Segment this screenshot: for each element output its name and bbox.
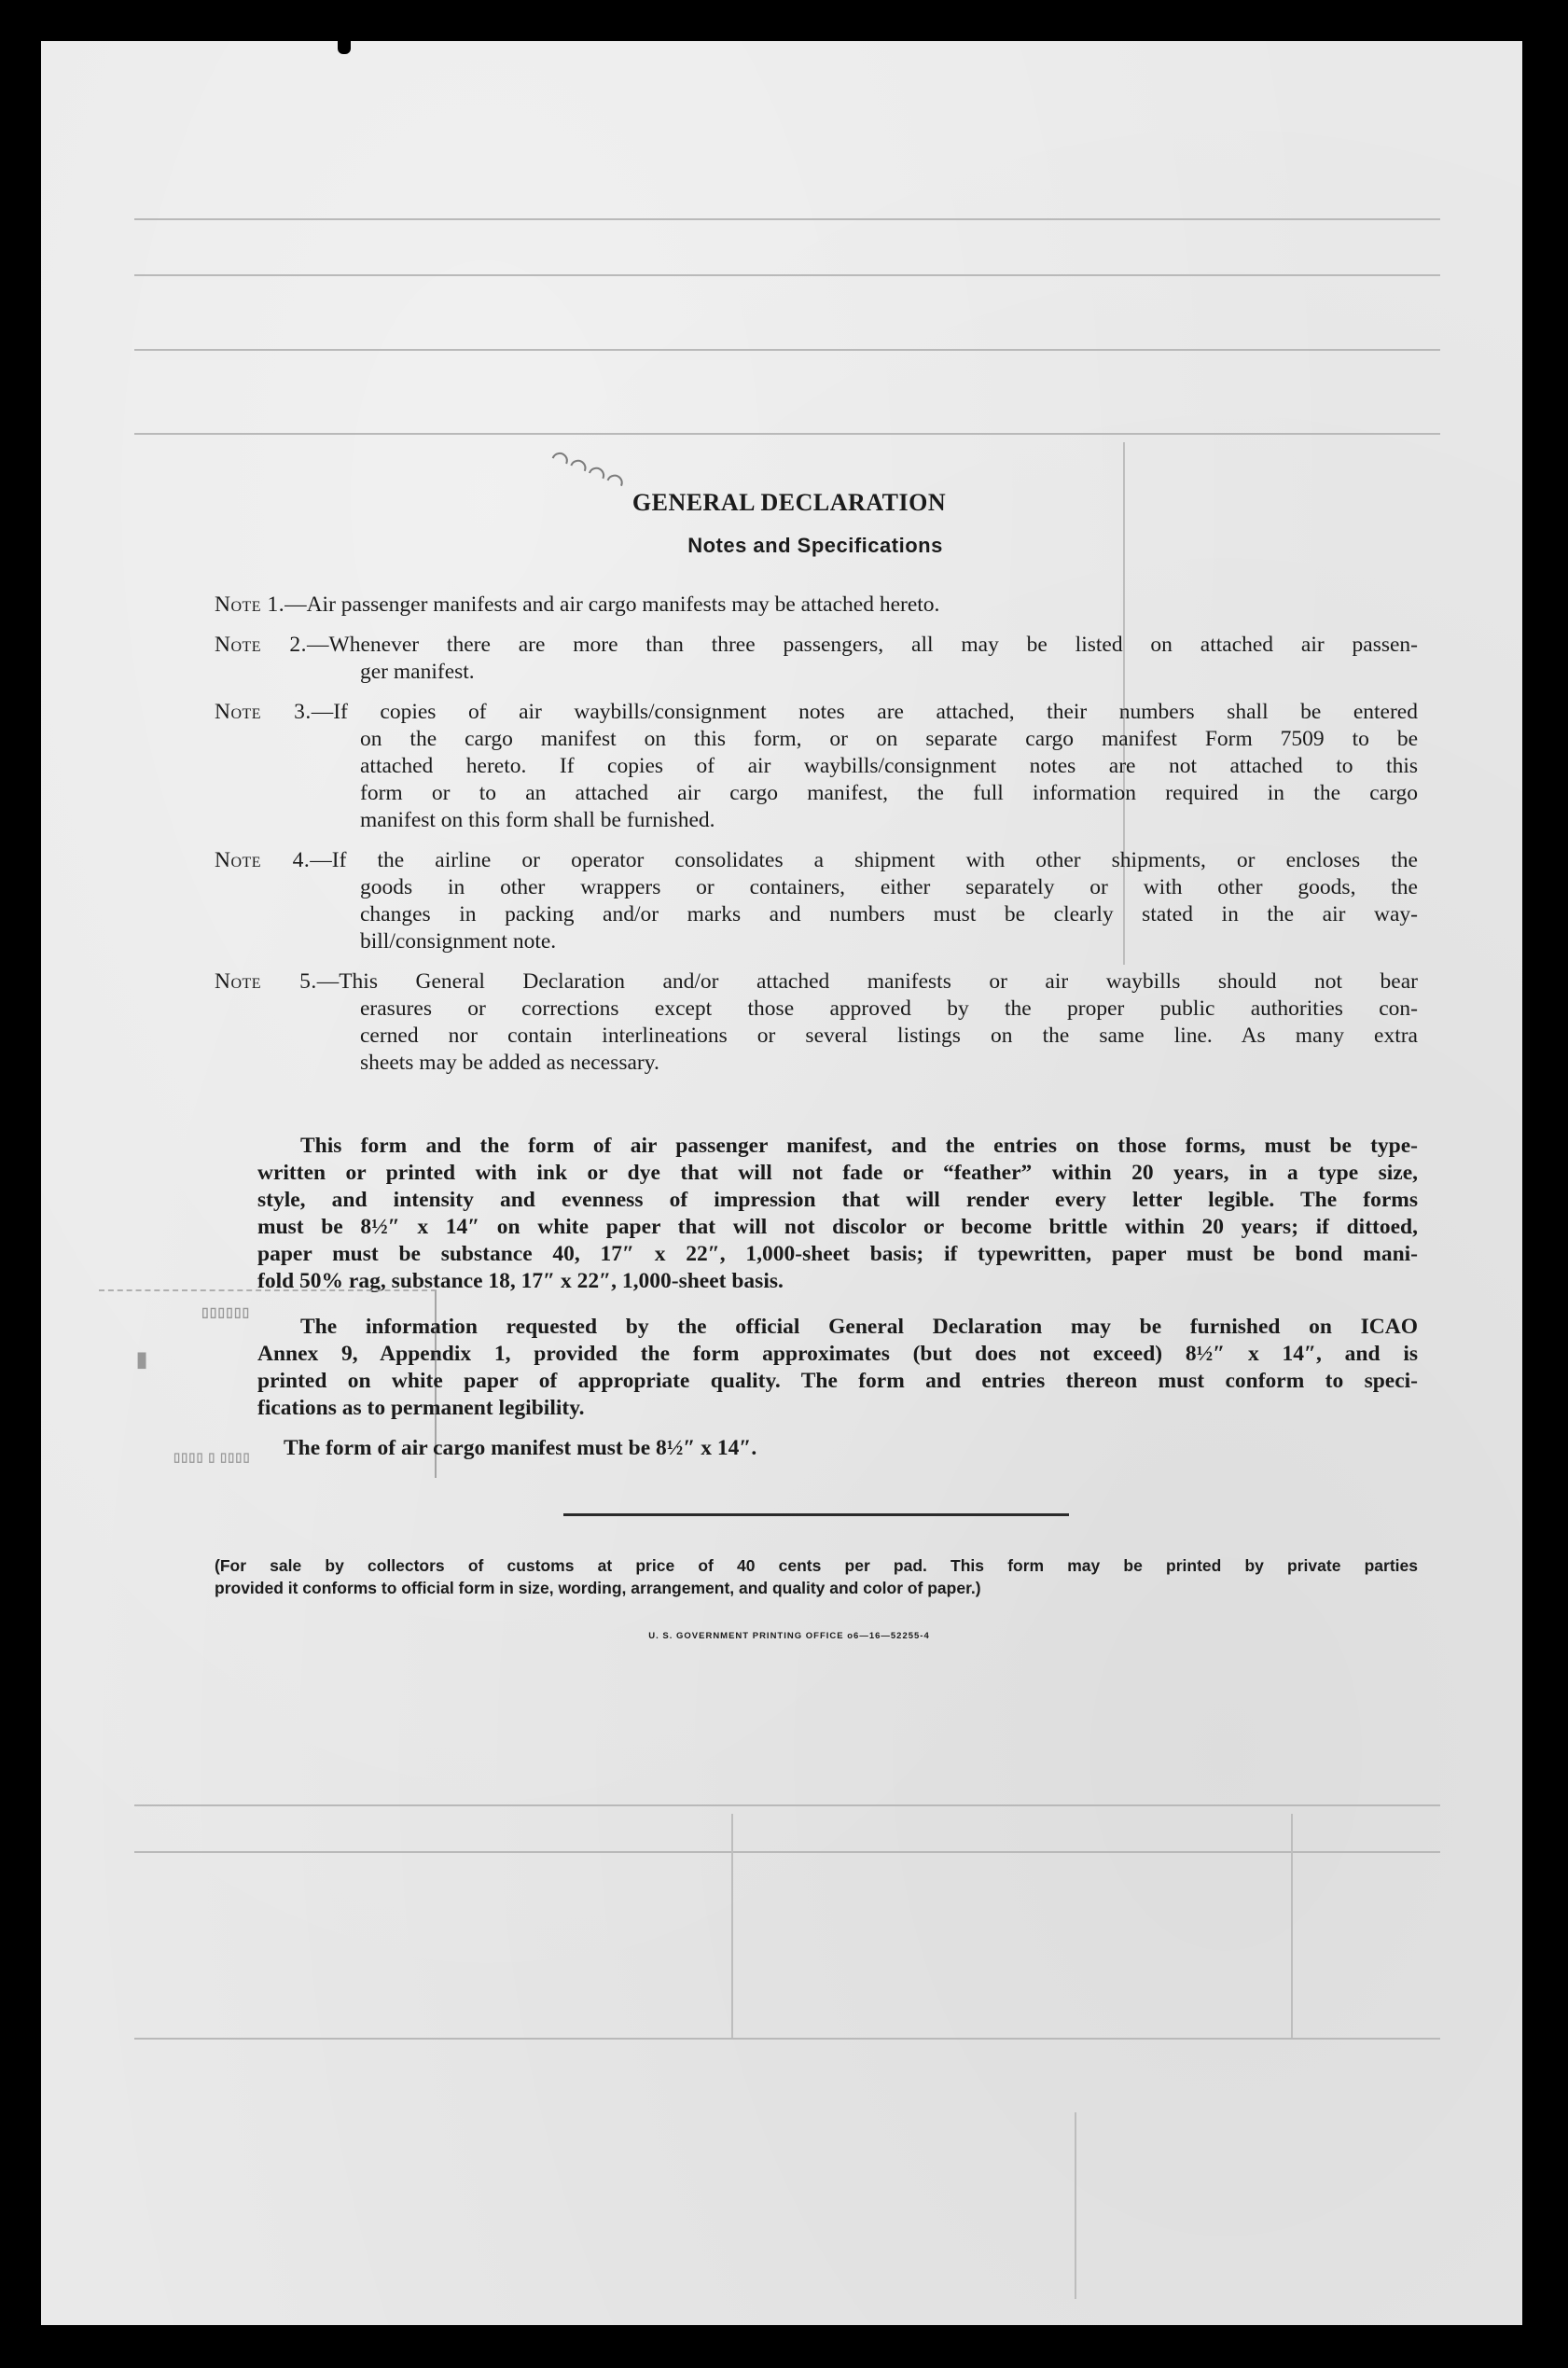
note-label: Note 3. <box>215 700 312 724</box>
printer-imprint: U. S. GOVERNMENT PRINTING OFFICE o6—16—52255-4 <box>648 1631 930 1641</box>
note-3 <box>215 699 1418 834</box>
note-line: —Whenever there are more than three passengers, all may be listed on attached air passen- <box>307 633 1419 657</box>
cargo-manifest-size-line: The form of air cargo manifest must be 8½″ x 14″. <box>284 1436 757 1460</box>
note-label: Note 4. <box>215 848 311 872</box>
note-line: bill/consignment note. <box>360 929 557 954</box>
paragraph-line: paper must be substance 40, 17″ x 22″, 1,000-sheet basis; if typewritten, paper must be bond mani- <box>257 1242 1418 1266</box>
note-line: changes in packing and/or marks and numbers must be clearly stated in the air way- <box>360 902 1418 926</box>
bleed-through-line <box>1075 2112 1076 2299</box>
note-line: form or to an attached air cargo manifest, the full information required in the cargo <box>360 781 1418 805</box>
icao-paragraph <box>257 1314 1418 1422</box>
paragraph-line: printed on white paper of appropriate quality. The form and entries thereon must conform to speci- <box>257 1369 1418 1393</box>
paragraph-line: This form and the form of air passenger manifest, and the entries on those forms, must be type- <box>300 1134 1418 1158</box>
bleed-through-line <box>134 433 1440 435</box>
paragraph-line: fications as to permanent legibility. <box>257 1396 585 1420</box>
bleed-through-line <box>731 1814 733 2038</box>
bleed-through-line <box>134 349 1440 351</box>
note-line: manifest on this form shall be furnished. <box>360 808 715 832</box>
notes-list <box>215 592 1418 1090</box>
page-title: GENERAL DECLARATION <box>631 489 947 516</box>
note-2 <box>215 632 1418 686</box>
note-line: ger manifest. <box>360 660 475 684</box>
note-5 <box>215 968 1418 1077</box>
document-page <box>41 41 1522 2325</box>
bleed-through-line <box>134 2038 1440 2040</box>
bleed-through-line <box>134 1851 1440 1853</box>
bleed-through-line <box>134 218 1440 220</box>
note-line: —If the airline or operator consolidates a shipment with other shipments, or encloses the <box>310 848 1418 872</box>
received-stamp: ▯▯▯▯▯▯ ▮ ▯▯▯▯ ▯ ▯▯▯▯ <box>99 1289 437 1478</box>
ink-speck <box>338 41 351 54</box>
note-1 <box>215 592 1418 619</box>
note-line: erasures or corrections except those approved by the proper public authorities con- <box>360 996 1418 1021</box>
note-line: cerned nor contain interlineations or several listings on the same line. As many extra <box>360 1024 1418 1048</box>
note-line: —Air passenger manifests and air cargo manifests may be attached hereto. <box>284 592 940 617</box>
paragraph-line: must be 8½″ x 14″ on white paper that will not discolor or become brittle within 20 years; if dittoed, <box>257 1215 1418 1239</box>
note-line: goods in other wrappers or containers, either separately or with other goods, the <box>360 875 1418 899</box>
page-subtitle: Notes and Specifications <box>687 534 943 557</box>
paragraph-line: written or printed with ink or dye that will not fade or “feather” within 20 years, in a type size, <box>257 1161 1418 1185</box>
bleed-through-line <box>134 1804 1440 1806</box>
faded-stamp-mark: ◠◠◠◠ <box>548 444 631 496</box>
sale-note-line: provided it conforms to official form in size, wording, arrangement, and quality and color of paper.) <box>215 1579 981 1597</box>
paragraph-line: Annex 9, Appendix 1, provided the form approximates (but does not exceed) 8½″ x 14″, and is <box>257 1342 1418 1366</box>
note-line: —This General Declaration and/or attached manifests or air waybills should not bear <box>316 969 1418 994</box>
divider-rule <box>563 1513 1069 1516</box>
note-line: —If copies of air waybills/consignment notes are attached, their numbers shall be entered <box>311 700 1418 724</box>
note-line: sheets may be added as necessary. <box>360 1051 659 1075</box>
bleed-through-line <box>1291 1814 1293 2038</box>
note-label: Note 2. <box>215 633 308 657</box>
note-4 <box>215 847 1418 955</box>
paragraph-line: fold 50% rag, substance 18, 17″ x 22″, 1,000-sheet basis. <box>257 1269 784 1293</box>
specification-paragraph <box>257 1133 1418 1295</box>
note-label: Note 1. <box>215 592 285 617</box>
note-line: on the cargo manifest on this form, or on separate cargo manifest Form 7509 to be <box>360 727 1418 751</box>
paragraph-line: style, and intensity and evenness of impression that will render every letter legible. The forms <box>257 1188 1418 1212</box>
paragraph-line: The information requested by the official General Declaration may be furnished on ICAO <box>300 1315 1418 1339</box>
note-line: attached hereto. If copies of air waybills/consignment notes are not attached to this <box>360 754 1418 778</box>
sale-note <box>215 1554 1418 1599</box>
bleed-through-line <box>134 274 1440 276</box>
sale-note-line: (For sale by collectors of customs at price of 40 cents per pad. This form may be printed by private parties <box>215 1556 1418 1575</box>
note-label: Note 5. <box>215 969 317 994</box>
